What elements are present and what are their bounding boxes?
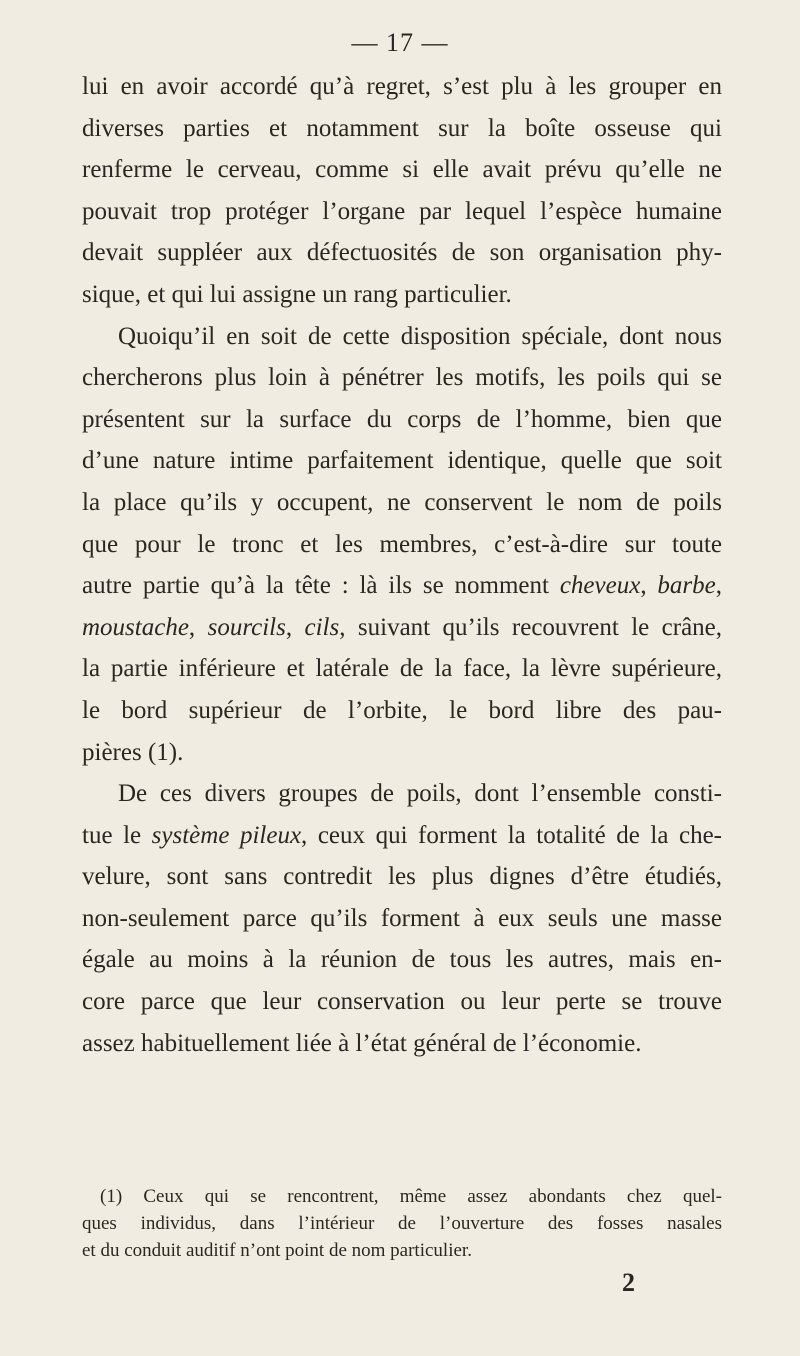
term-systeme-pileux: système pileux (151, 821, 302, 849)
text-line: core parce que leur conservation ou leur perte se trouve (82, 988, 722, 1016)
text-line: sique, et qui lui assigne un rang particulier. (82, 280, 512, 308)
text-line: De ces divers groupes de poils, dont l’ensemble consti- (118, 780, 722, 808)
text-run: , (715, 572, 722, 600)
text-run: autre partie qu’à la tête : là ils se nomment (82, 572, 560, 600)
text-line: Quoiqu’il en soit de cette disposition spéciale, dont nous (118, 322, 722, 350)
footnote-line: (1) Ceux qui se rencontrent, même assez abondants chez quel- (100, 1186, 722, 1207)
term-cheveux: cheveux (559, 572, 641, 600)
text-line: la place qu’ils y occupent, ne conservent le nom de poils (82, 488, 722, 516)
main-text (82, 66, 722, 1064)
footnote-line: ques individus, dans l’intérieur de l’ouverture des fosses nasales (82, 1213, 722, 1234)
text-line: diverses parties et notamment sur la boîte osseuse qui (82, 114, 722, 142)
text-line (82, 565, 722, 607)
term-moustache: moustache (82, 613, 189, 641)
text-line: pouvait trop protéger l’organe par lequel l’espèce humaine (82, 197, 722, 225)
term-barbe: barbe (657, 572, 716, 600)
text-run: , (640, 572, 658, 600)
text-run: , ceux qui forment la totalité de la che- (301, 821, 722, 849)
term-sourcils: sourcils (207, 613, 286, 641)
text-run: tue le (82, 821, 152, 849)
text-line: le bord supérieur de l’orbite, le bord libre des pau- (82, 696, 722, 724)
text-line: pières (1). (82, 738, 184, 766)
signature-mark: 2 (622, 1268, 635, 1297)
page-number: — 17 — (351, 28, 449, 57)
term-cils: cils (304, 613, 340, 641)
text-line: lui en avoir accordé qu’à regret, s’est plu à les grouper en (82, 73, 722, 100)
text-line: devait suppléer aux défectuosités de son organisation phy- (82, 239, 722, 267)
text-line (82, 815, 722, 857)
text-line: d’une nature intime parfaitement identique, quelle que soit (82, 447, 722, 475)
text-line: la partie inférieure et latérale de la face, la lèvre supérieure, (82, 655, 722, 683)
text-run: , (285, 613, 305, 641)
text-line: chercherons plus loin à pénétrer les motifs, les poils qui se (82, 364, 722, 392)
text-run: , suivant qu’ils recouvrent le crâne, (339, 613, 723, 641)
text-line: renferme le cerveau, comme si elle avait prévu qu’elle ne (82, 156, 722, 184)
text-line: velure, sont sans contredit les plus dignes d’être étudiés, (82, 863, 722, 891)
text-line: égale au moins à la réunion de tous les autres, mais en- (82, 946, 722, 974)
text-run: , (188, 613, 208, 641)
text-line: assez habituellement liée à l’état général de l’économie. (82, 1029, 642, 1057)
text-line (82, 607, 722, 649)
text-line: non-seulement parce qu’ils forment à eux seuls une masse (82, 904, 722, 932)
footnote-line: et du conduit auditif n’ont point de nom particulier. (82, 1240, 472, 1261)
footnote (82, 1183, 722, 1264)
text-line: présentent sur la surface du corps de l’homme, bien que (82, 405, 722, 433)
text-line: que pour le tronc et les membres, c’est-à-dire sur toute (82, 530, 722, 558)
